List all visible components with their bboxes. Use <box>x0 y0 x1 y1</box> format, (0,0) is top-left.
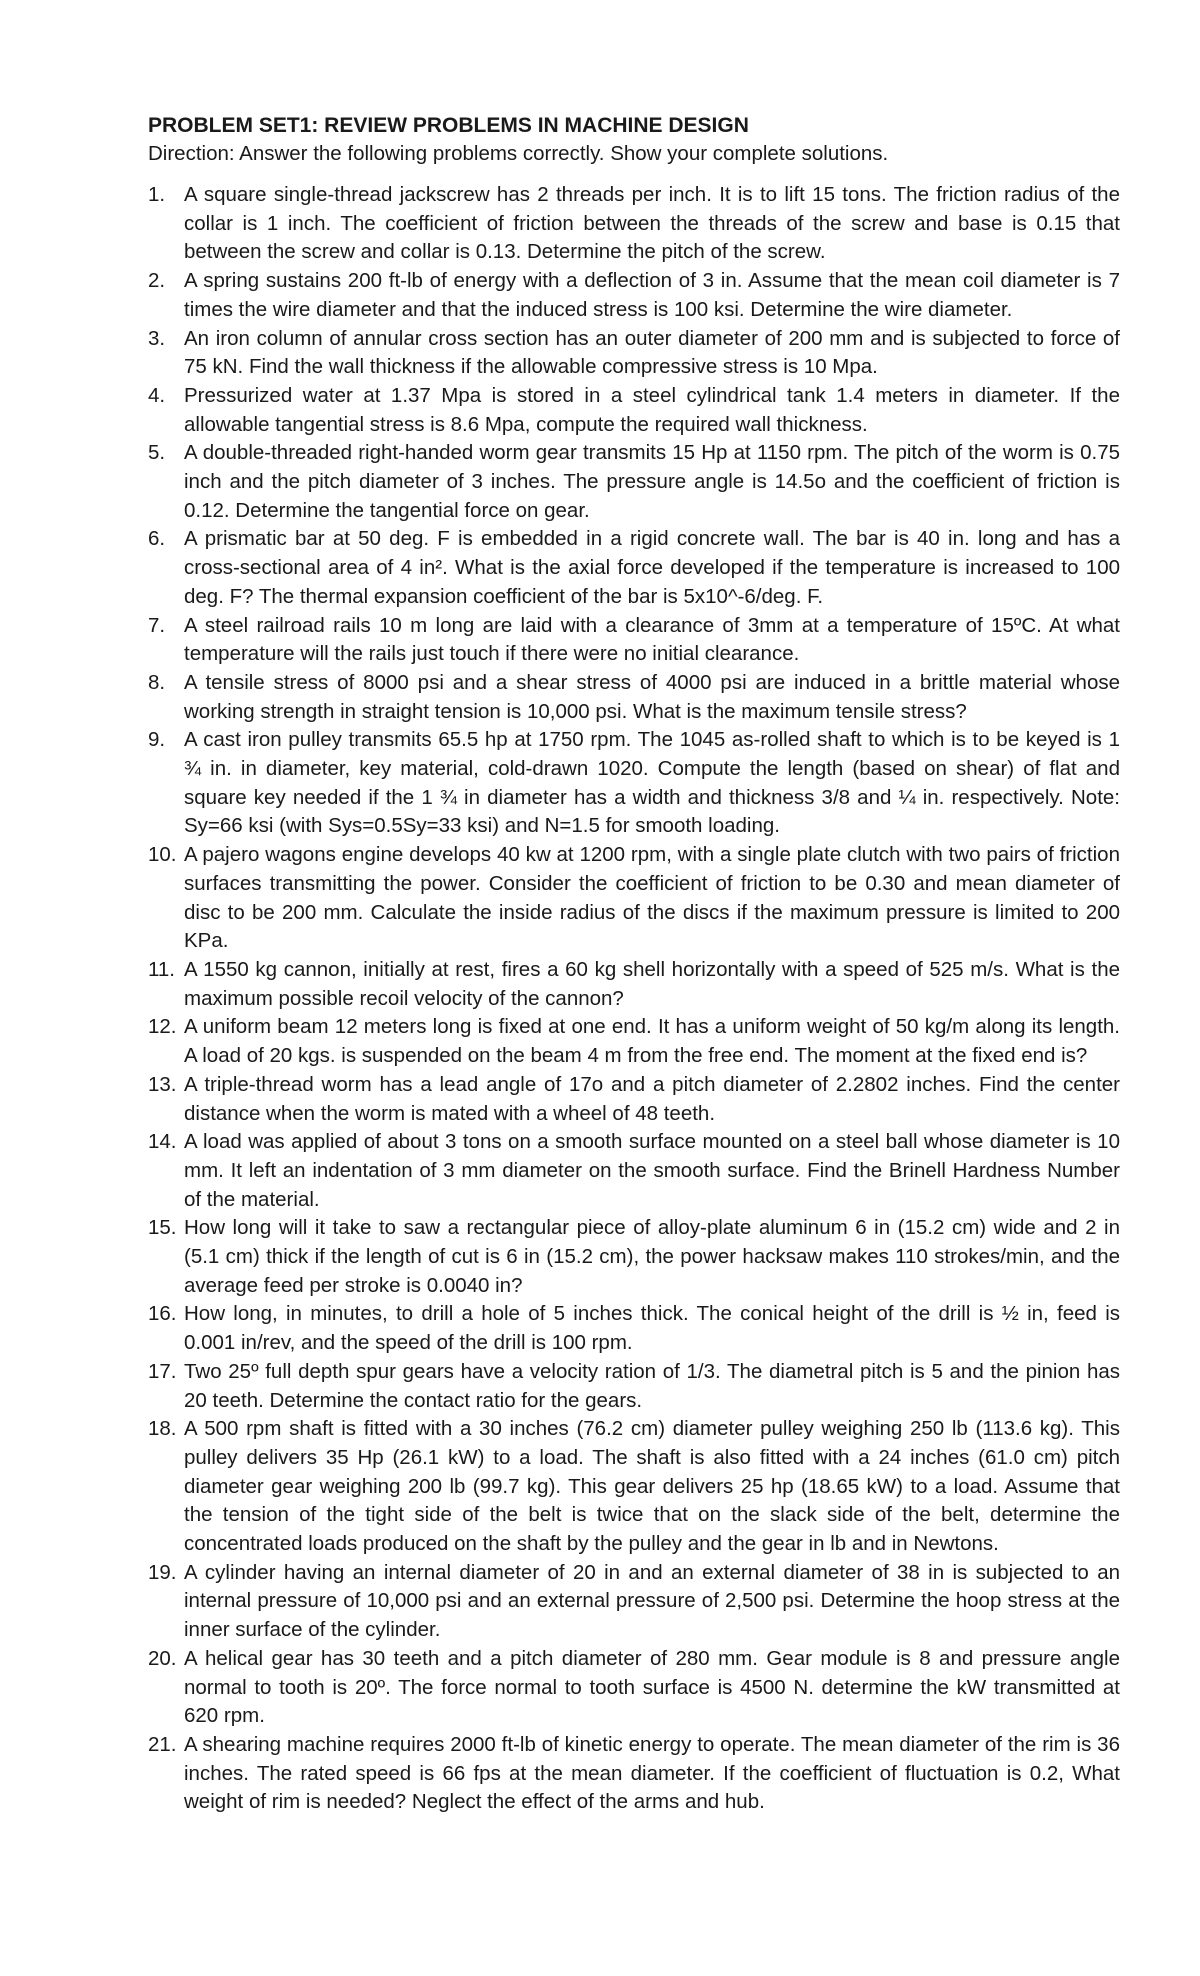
problem-text: A cast iron pulley transmits 65.5 hp at 1750 rpm. The 1045 as-rolled shaft to which is to be keyed is 1 ¾ in. in diameter, key material, cold-drawn 1020. Compute the length (based on shear) of flat and square key needed if the 1 ¾ in diameter has a width and thickness 3/8 and ¼ in. respectively. Note: Sy=66 ksi (with Sys=0.5Sy=33 ksi) and N=1.5 for smooth loading. <box>184 728 1120 838</box>
document-page <box>148 112 1120 1817</box>
problem-number: 11. <box>148 957 175 981</box>
problem-number: 19. <box>148 1560 177 1584</box>
problem-item <box>148 267 1120 324</box>
problem-text: A steel railroad rails 10 m long are laid with a clearance of 3mm at a temperature of 15ºC. At what temperature will the rails just touch if there were no initial clearance. <box>184 613 1120 666</box>
problem-text: A tensile stress of 8000 psi and a shear stress of 4000 psi are induced in a brittle material whose working strength in straight tension is 10,000 psi. What is the maximum tensile stress? <box>184 670 1120 723</box>
problem-item <box>148 841 1120 956</box>
problem-number: 10. <box>148 843 177 867</box>
problem-item <box>148 612 1120 669</box>
problem-number: 6. <box>148 527 166 551</box>
problem-item <box>148 181 1120 267</box>
problem-item <box>148 382 1120 439</box>
problem-item <box>148 1128 1120 1214</box>
problem-item <box>148 1214 1120 1300</box>
problem-text: A pajero wagons engine develops 40 kw at 1200 rpm, with a single plate clutch with two pairs of friction surfaces transmitting the power. Consider the coefficient of friction to be 0.30 and mean diameter of disc to be 200 mm. Calculate the inside radius of the discs if the maximum pressure is limited to 200 KPa. <box>184 843 1120 953</box>
problem-text: A spring sustains 200 ft-lb of energy with a deflection of 3 in. Assume that the mean coil diameter is 7 times the wire diameter and that the induced stress is 100 ksi. Determine the wire diameter. <box>184 269 1120 321</box>
problem-number: 13. <box>148 1072 177 1096</box>
problem-number: 20. <box>148 1646 177 1670</box>
problem-text: A triple-thread worm has a lead angle of 17o and a pitch diameter of 2.2802 inches. Find the center distance when the worm is mated with a wheel of 48 teeth. <box>184 1072 1120 1125</box>
problem-number: 16. <box>148 1302 177 1326</box>
problem-item <box>148 1071 1120 1128</box>
document-title: PROBLEM SET1: REVIEW PROBLEMS IN MACHINE DESIGN <box>148 114 749 137</box>
problem-number: 5. <box>148 441 166 465</box>
problem-number: 3. <box>148 326 166 350</box>
problem-number: 12. <box>148 1015 177 1039</box>
problem-number: 2. <box>148 269 166 293</box>
problem-text: Two 25º full depth spur gears have a velocity ration of 1/3. The diametral pitch is 5 and the pinion has 20 teeth. Determine the contact ratio for the gears. <box>184 1359 1120 1412</box>
problem-item <box>148 726 1120 841</box>
problem-item <box>148 325 1120 382</box>
problem-item <box>148 1300 1120 1357</box>
problem-item <box>148 1415 1120 1559</box>
problem-text: How long, in minutes, to drill a hole of 5 inches thick. The conical height of the drill is ½ in, feed is 0.001 in/rev, and the speed of the drill is 100 rpm. <box>184 1302 1120 1355</box>
problem-text: A prismatic bar at 50 deg. F is embedded in a rigid concrete wall. The bar is 40 in. long and has a cross-sectional area of 4 in². What is the axial force developed if the temperature is increased to 100 deg. F? The thermal expansion coefficient of the bar is 5x10^-6/deg. F. <box>184 527 1120 608</box>
problem-item <box>148 669 1120 726</box>
problem-text: Pressurized water at 1.37 Mpa is stored in a steel cylindrical tank 1.4 meters in diameter. If the allowable tangential stress is 8.6 Mpa, compute the required wall thickness. <box>184 383 1120 436</box>
problem-item <box>148 1731 1120 1817</box>
problem-text: A square single-thread jackscrew has 2 threads per inch. It is to lift 15 tons. The friction radius of the collar is 1 inch. The coefficient of friction between the threads of the screw and base is 0.15 that between the screw and collar is 0.13. Determine the pitch of the screw. <box>184 183 1120 264</box>
direction-text: Direction: Answer the following problems correctly. Show your complete solutions. <box>148 142 889 165</box>
problem-text: A helical gear has 30 teeth and a pitch diameter of 280 mm. Gear module is 8 and pressure angle normal to tooth is 20º. The force normal to tooth surface is 4500 N. determine the kW transmitted at 620 rpm. <box>184 1646 1120 1728</box>
problem-number: 15. <box>148 1216 177 1240</box>
problem-item <box>148 1559 1120 1645</box>
problem-number: 17. <box>148 1359 177 1383</box>
problem-item <box>148 956 1120 1013</box>
problem-text: A double-threaded right-handed worm gear transmits 15 Hp at 1150 rpm. The pitch of the worm is 0.75 inch and the pitch diameter of 3 inches. The pressure angle is 14.5o and the coefficient of friction is 0.12. Determine the tangential force on gear. <box>184 441 1120 522</box>
problem-text: A load was applied of about 3 tons on a smooth surface mounted on a steel ball whose diameter is 10 mm. It left an indentation of 3 mm diameter on the smooth surface. Find the Brinell Hardness Number of the material. <box>184 1130 1120 1211</box>
problem-item <box>148 525 1120 611</box>
problem-number: 7. <box>148 613 166 637</box>
problem-text: A 1550 kg cannon, initially at rest, fires a 60 kg shell horizontally with a speed of 525 m/s. What is the maximum possible recoil velocity of the cannon? <box>184 957 1120 1010</box>
problem-number: 8. <box>148 670 166 694</box>
problem-item <box>148 1645 1120 1731</box>
problem-text: A 500 rpm shaft is fitted with a 30 inches (76.2 cm) diameter pulley weighing 250 lb (113.6 kg). This pulley delivers 35 Hp (26.1 kW) to a load. The shaft is also fitted with a 24 inches (61.0 cm) pitch diameter gear weighing 200 lb (99.7 kg). This gear delivers 25 hp (18.65 kW) to a load. Assume that the tension of the tight side of the belt is twice that on the slack side of the belt, determine the concentrated loads produced on the shaft by the pulley and the gear in lb and in Newtons. <box>184 1417 1120 1556</box>
problem-item <box>148 1013 1120 1070</box>
problem-text: An iron column of annular cross section has an outer diameter of 200 mm and is subjected to force of 75 kN. Find the wall thickness if the allowable compressive stress is 10 Mpa. <box>184 326 1120 379</box>
problem-item <box>148 439 1120 525</box>
problem-number: 14. <box>148 1130 177 1154</box>
problem-number: 9. <box>148 728 166 752</box>
problem-number: 4. <box>148 383 166 407</box>
problem-number: 18. <box>148 1417 177 1441</box>
problem-text: A uniform beam 12 meters long is fixed at one end. It has a uniform weight of 50 kg/m along its length. A load of 20 kgs. is suspended on the beam 4 m from the free end. The moment at the fixed end is? <box>184 1015 1120 1068</box>
problem-list <box>148 181 1120 1817</box>
problem-number: 21. <box>148 1732 177 1756</box>
problem-item <box>148 1358 1120 1415</box>
problem-text: How long will it take to saw a rectangular piece of alloy-plate aluminum 6 in (15.2 cm) wide and 2 in (5.1 cm) thick if the length of cut is 6 in (15.2 cm), the power hacksaw makes 110 strokes/min, and the average feed per stroke is 0.0040 in? <box>184 1216 1120 1297</box>
problem-number: 1. <box>148 183 166 206</box>
problem-text: A cylinder having an internal diameter of 20 in and an external diameter of 38 in is subjected to an internal pressure of 10,000 psi and an external pressure of 2,500 psi. Determine the hoop stress at the inner surface of the cylinder. <box>184 1560 1120 1642</box>
problem-text: A shearing machine requires 2000 ft-lb of kinetic energy to operate. The mean diameter of the rim is 36 inches. The rated speed is 66 fps at the mean diameter. If the coefficient of fluctuation is 0.2, What weight of rim is needed? Neglect the effect of the arms and hub. <box>184 1732 1120 1814</box>
